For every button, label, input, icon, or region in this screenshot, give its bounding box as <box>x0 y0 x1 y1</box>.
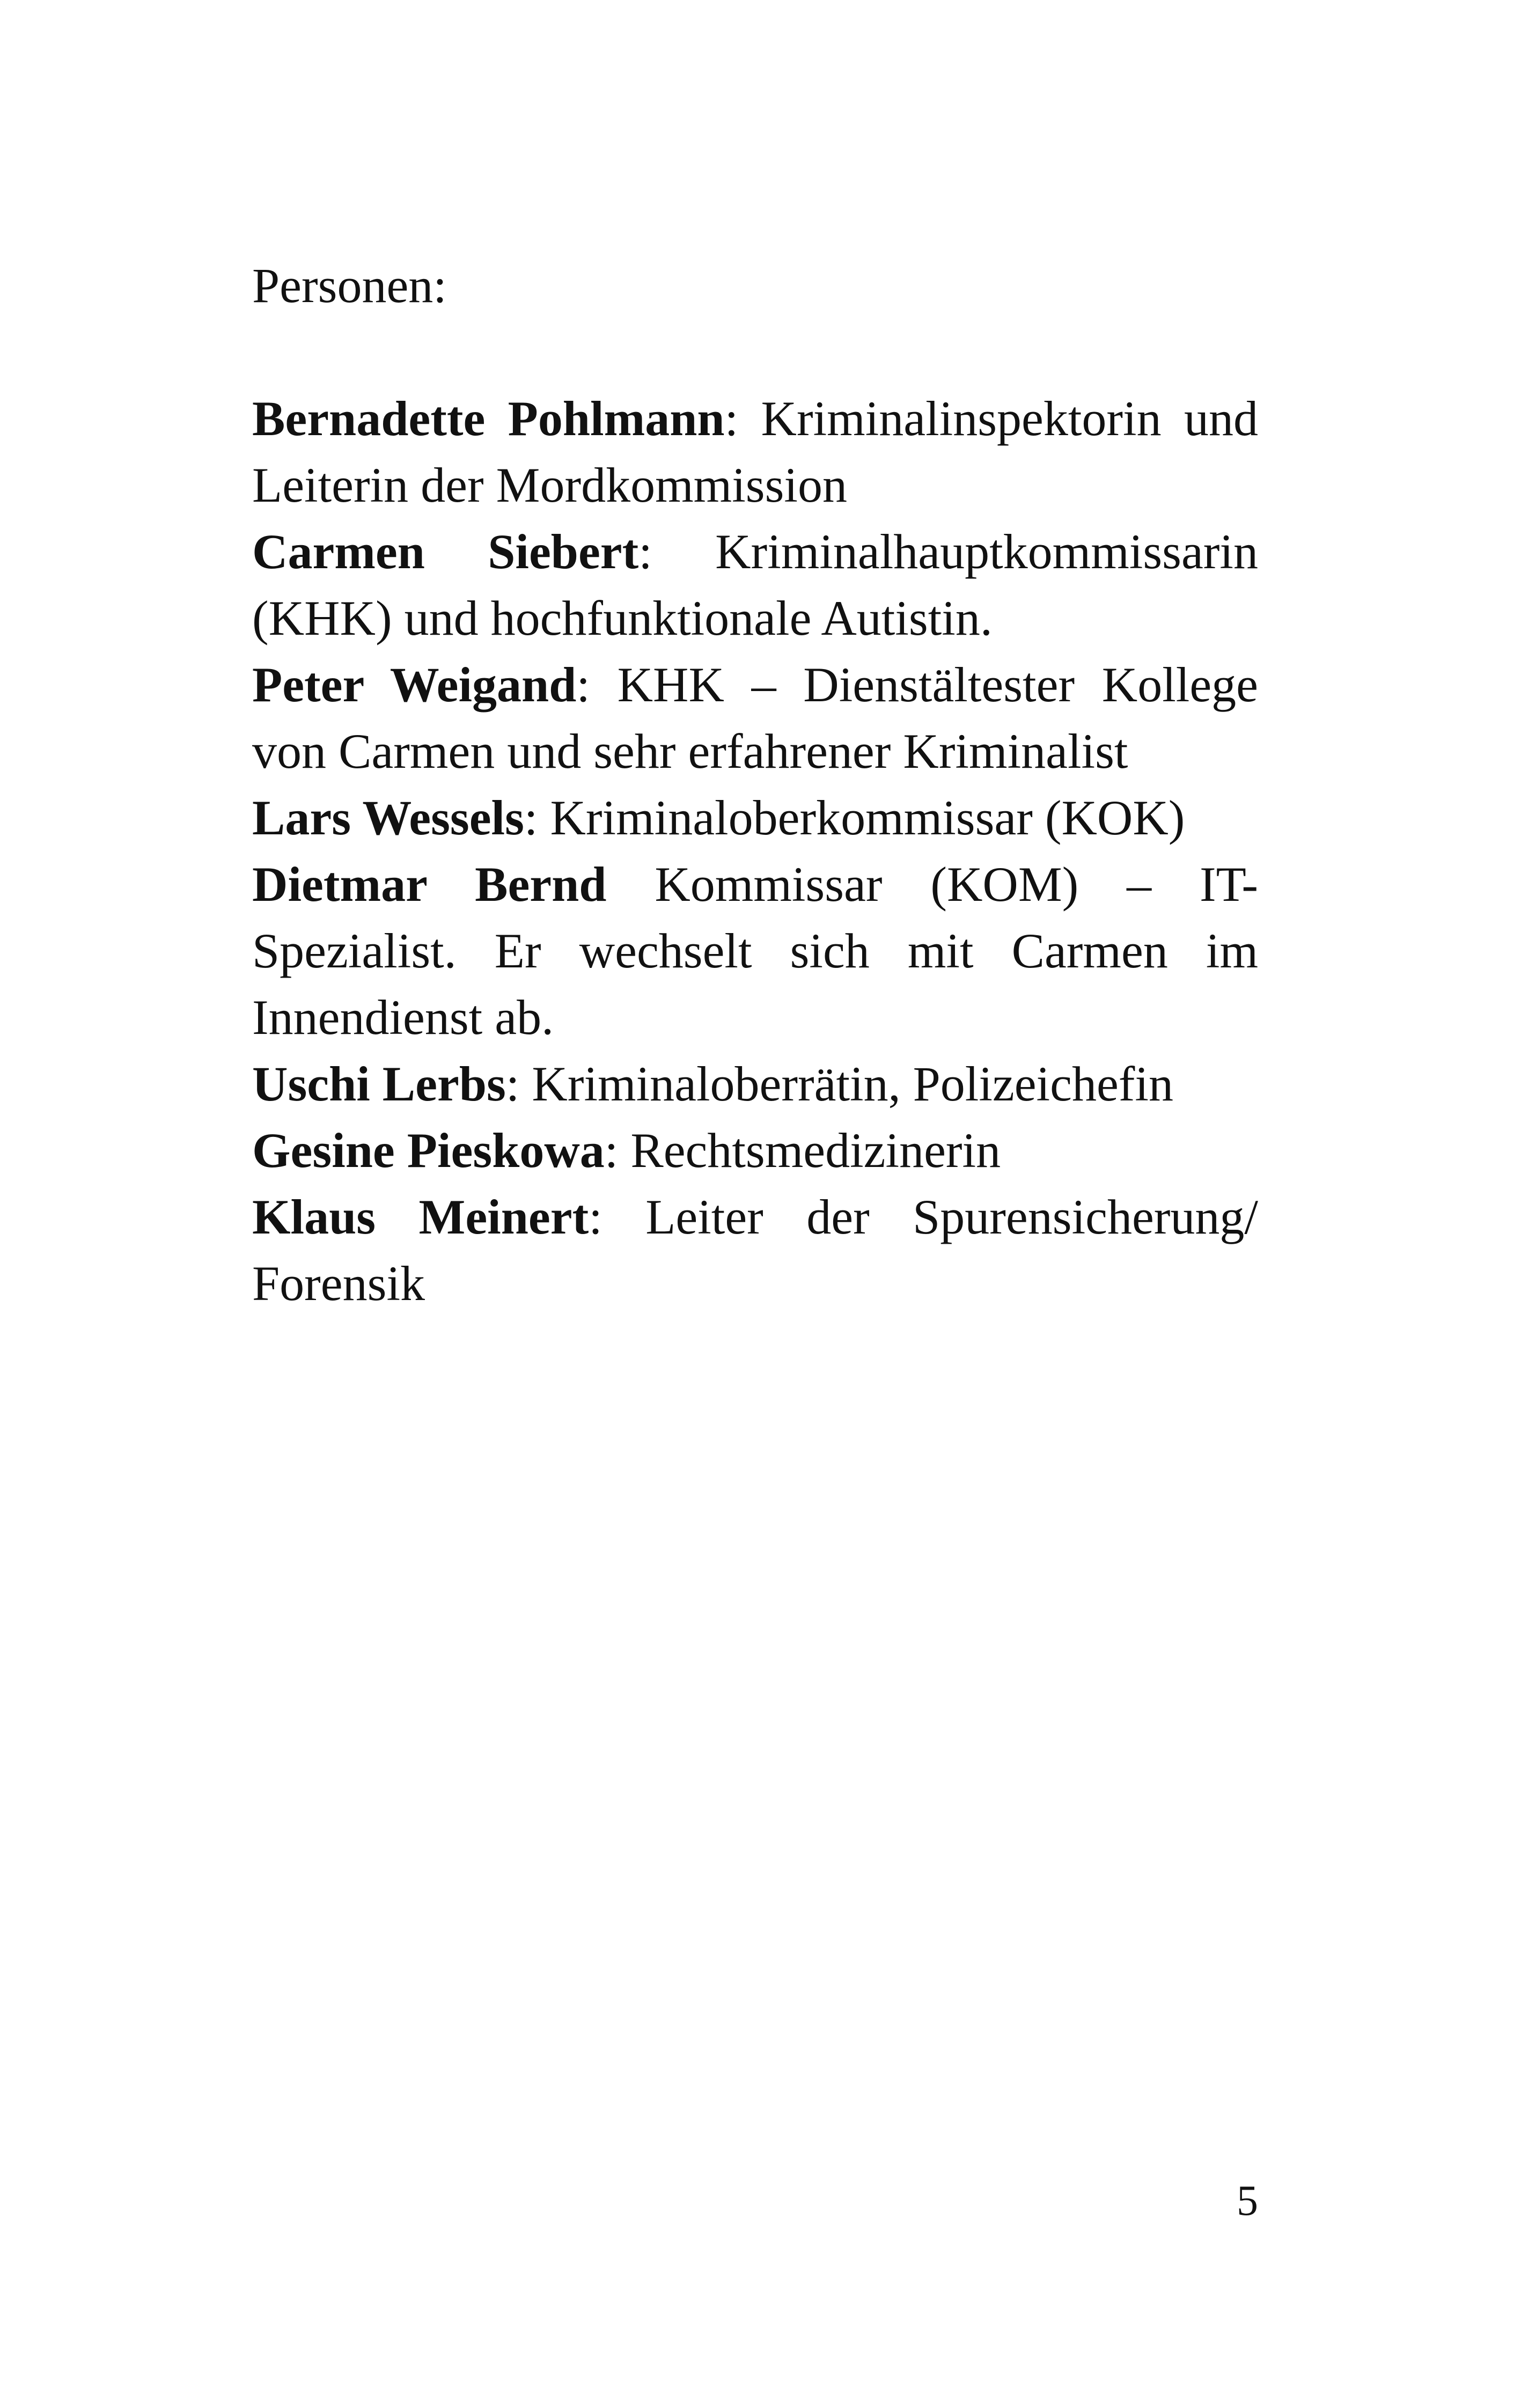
person-entry-bernd <box>252 851 1258 1051</box>
page-content <box>252 252 1258 1317</box>
person-entry-pohlmann <box>252 385 1258 518</box>
section-heading: Personen: <box>252 258 447 313</box>
person-entry-lerbs <box>252 1051 1258 1117</box>
person-name: Carmen Siebert <box>252 524 639 579</box>
person-entry-pieskowa <box>252 1117 1258 1184</box>
person-description: Kommissar (KOM) – IT-Spezialist. Er wechselt sich mit Carmen im Innendienst ab. <box>252 857 1258 1045</box>
person-name: Uschi Lerbs <box>252 1056 506 1111</box>
page-number: 5 <box>1237 2177 1258 2225</box>
person-entry-wessels <box>252 784 1258 851</box>
person-description: : Kriminaloberrätin, Polizeichefin <box>505 1056 1173 1111</box>
person-description: : Kriminalhauptkommissarin (KHK) und hochfunktionale Autistin. <box>252 524 1258 645</box>
person-description: : Kriminalinspektorin und Leiterin der Mordkommission <box>252 391 1258 512</box>
person-entry-meinert <box>252 1184 1258 1317</box>
person-description: : Kriminaloberkommissar (KOK) <box>524 790 1185 845</box>
person-name: Bernadette Pohlmann <box>252 391 725 446</box>
person-name: Dietmar Bernd <box>252 857 607 912</box>
person-description: : Rechtsmedizinerin <box>604 1123 1001 1178</box>
person-description: : Leiter der Spurensicherung/ Forensik <box>252 1190 1258 1311</box>
person-description: : KHK – Dienstältester Kollege von Carmen und sehr erfahrener Kriminalist <box>252 657 1258 779</box>
person-entry-weigand <box>252 651 1258 784</box>
person-entry-siebert <box>252 518 1258 651</box>
person-name: Lars Wessels <box>252 790 524 845</box>
person-name: Klaus Meinert <box>252 1190 589 1244</box>
spacer <box>252 319 1258 385</box>
person-name: Gesine Pieskowa <box>252 1123 605 1178</box>
person-name: Peter Weigand <box>252 657 577 712</box>
